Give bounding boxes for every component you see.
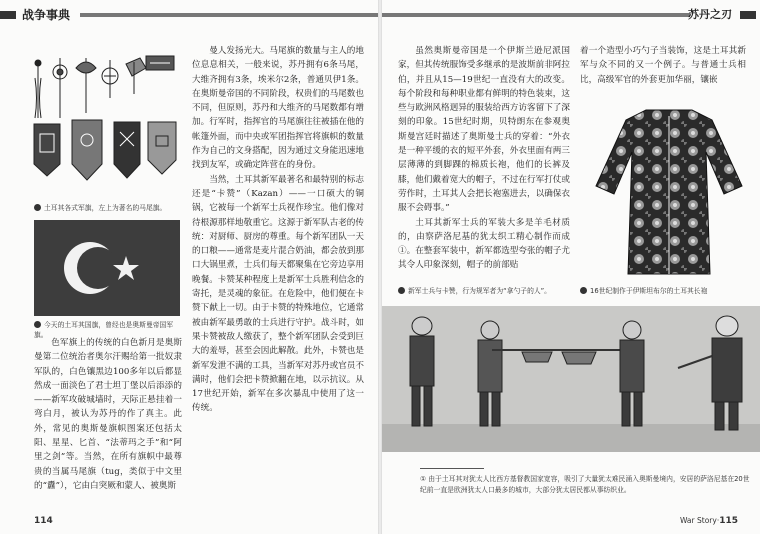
caption-coat-text: 新军士兵与卡赞，行为规军者为“拿勺子的人”。 (408, 287, 551, 295)
caption-coat-2 (580, 286, 750, 296)
header-bar (0, 11, 16, 19)
running-title: 战争事典 (22, 8, 71, 22)
running-title: 苏丹之刃 (688, 8, 732, 21)
footnote-rule (420, 468, 484, 469)
right-running-header (382, 4, 760, 24)
footnote-text: ① 由于土耳其对犹太人比西方基督教国家宽容，吸引了大量犹太难民涌入奥斯曼境内，安居的萨洛尼基在20世纪前一直是欧洲犹太人口最多的城市，大部分犹太居民都从事纺织业。 (420, 475, 750, 494)
right-column-1 (398, 44, 570, 280)
paragraph: 虽然奥斯曼帝国是一个伊斯兰逊尼派国家，但其传统服饰受多继承的是波斯前非阿拉伯，并且从15—19世纪一直没有大的改变。每个阶段和每种职业都有鲜明的特色装束，这些与欧洲风格迥异的服装给西方访客留下了深刻的印象。15世纪时期，贝特朗东在参观奥斯曼宫廷时描述了奥斯曼士兵的穿着：“外衣是一种平缓的衣的短平外套，外衣里面有两三层薄薄的到脚踝的棉质长袍，他们的长裤及膝，他们戴着宽大的帽子，不过在行军打仗或劳作时，土耳其人会把长袍塞进去，以确保衣服不会碍事。” (398, 46, 570, 214)
header-bar (740, 11, 756, 19)
paragraph: 当然，土耳其新军最著名和最特别的标志还是“卡赞”（Kazan）——一口硕大的铜锅，它被每一个新军士兵视作珍宝。他们像对待根源那样地敬重它。这源于新军队古老的传统：对厨师、厨房的尊重。每个新军团队一天的口粮——通常是麦片混合奶油，都会放到那口大锅里煮，士兵们每天都聚集在它旁边享用晚餐。卡赞某种程度上是新军士兵胜利信念的寄托，是灵魂的象征。在危险中，他们便在卡赞下献上一切。由于卡赞的特殊地位，它通常被由新军最勇敢的士兵进行守护。战斗时，如果卡赞被敌人缴获了，整个新军团队会受到巨大的羞辱，甚至会因此解散。此外，卡赞也是新军发泄不满的工具，当新军对苏丹或官员不满时，他们会把卡赞掀翻在地，以示抗议。从17世纪开始，新军在多次暴乱中使用了这一传统。 (192, 174, 364, 414)
banners-illustration (30, 48, 180, 198)
caption-banners-text: 土耳其各式军旗，左上为著名的马尾旗。 (44, 204, 167, 212)
turkish-flag-image (34, 220, 180, 316)
left-column-2 (192, 44, 364, 506)
caption-coat2-text: 16世纪制作于伊斯坦布尔的土耳其长袍 (590, 287, 708, 295)
page-brand: War Story (680, 516, 717, 525)
caption-bullet-icon (34, 321, 41, 328)
paragraph: 曼人发扬光大。马尾旗的数量与主人的地位息息相关，一般来说，苏丹拥有6条马尾，大维齐拥有3条，埃米尔2条，普通贝伊1条。在奥斯曼帝国的不同阶段，权贵们的马尾数也不同，但原则，苏丹和大维齐的马尾数都有增加。行军时，指挥官的马尾旗往往被插在他的帐篷外面，而中央或军团指挥官将旗帜的数量作为自己的文身搭配，因为通过文身能迅速地找到友军，或确定阵营在的身份。 (192, 46, 364, 171)
left-page (0, 0, 378, 534)
left-column-1 (34, 336, 182, 504)
left-running-header (0, 4, 378, 24)
footnote (420, 474, 750, 496)
caption-flag-text: 今天的土耳其国旗，曾经也是奥斯曼帝国军旗。 (34, 321, 174, 339)
right-column-2 (580, 44, 746, 102)
caption-banners (34, 203, 184, 213)
janissaries-painting (382, 306, 760, 452)
header-rule (80, 13, 378, 17)
right-page (382, 0, 760, 534)
caption-bullet-icon (398, 287, 405, 294)
page-number: 114 (34, 516, 53, 526)
caption-coat-1 (398, 286, 573, 296)
header-rule (382, 13, 690, 17)
page-number: 115 (719, 516, 738, 526)
paragraph: 着一个造型小巧勺子当装饰，这是土耳其新军与众不同的又一个例子。与普通士兵相比，高级军官的外套更加华丽，镶嵌 (580, 46, 746, 85)
paragraph: 土耳其新军士兵的军装大多是羊毛材质的，由察萨洛尼基的犹太织工精心制作而成①。在整套军装中，新军都选型夸张的帽子尤其令人印象深刻，帽子的前部贴 (398, 217, 570, 271)
left-page-number (34, 516, 53, 526)
caption-bullet-icon (34, 204, 41, 211)
caption-bullet-icon (580, 287, 587, 294)
paragraph: 色军旗上的传统的白色新月是奥斯曼第二位统治者奥尔汗赐给第一批奴隶军队的，白色镶黑边100多年以后都显然成一面淡色了君士坦丁堡以后添添的——新军攻破城墙时，天际正悬挂着一弯白月，被认为苏丹的作了真主。此外，常见的奥斯曼旗帜图案还包括太阳、星星、匕首、“法蒂玛之手”和“阿里之剑”等。当然，在所有旗帜中最尊贵的当属马尾旗（tug，类似于中文里的“纛”），它由白突厥和蒙人、被奥斯 (34, 338, 182, 491)
ottoman-robe-image (594, 106, 744, 278)
right-page-number: War Story·115 (680, 516, 738, 526)
